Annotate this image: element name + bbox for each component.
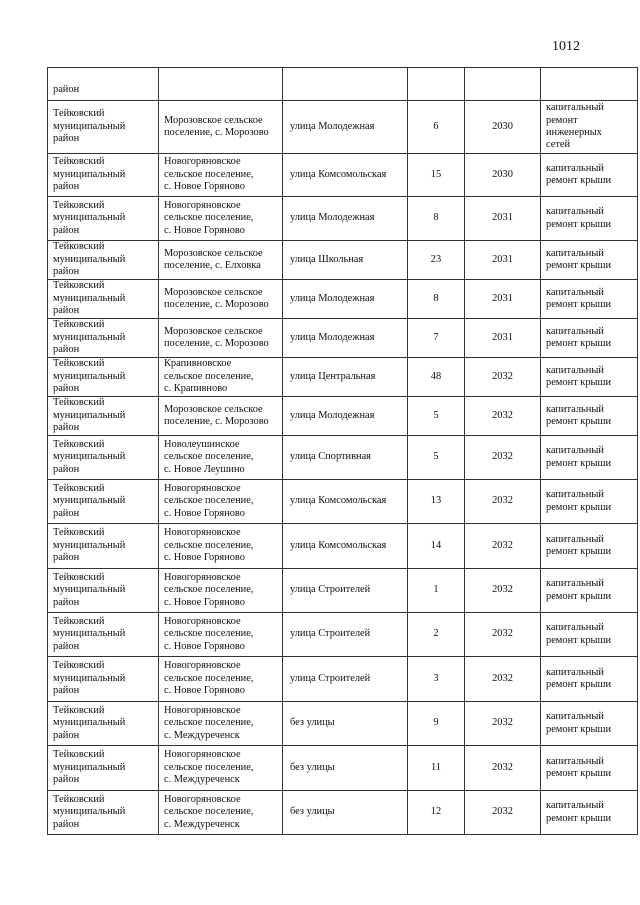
district-text: Тейковский муниципальный район	[53, 358, 126, 395]
work-type-cell	[541, 436, 638, 480]
settlement-text: Новогоряновское сельское поселение, с. Новое Горяново	[164, 199, 254, 236]
house-number-cell	[408, 197, 465, 241]
house-number-text: 9	[433, 717, 439, 729]
house-number-text: 8	[433, 292, 439, 304]
district-cell	[48, 746, 159, 791]
house-number-cell	[408, 319, 465, 358]
work-type-text: капитальный ремонт крыши	[546, 711, 612, 735]
district-cell	[48, 319, 159, 358]
street-text: улица Строителей	[290, 672, 371, 684]
settlement-text: Крапивновское сельское поселение, с. Крапивново	[164, 358, 254, 395]
work-type-cell	[541, 791, 638, 835]
house-number-text: 3	[433, 672, 439, 684]
settlement-cell	[159, 280, 283, 319]
settlement-cell	[159, 657, 283, 702]
district-cell	[48, 241, 159, 280]
year-cell	[465, 241, 541, 280]
district-text: Тейковский муниципальный район	[53, 527, 126, 564]
house-number-cell	[408, 154, 465, 197]
work-type-cell	[541, 101, 638, 154]
year-text: 2032	[492, 539, 513, 551]
house-number-cell	[408, 397, 465, 436]
year-text: 2032	[492, 761, 513, 773]
street-text: улица Молодежная	[290, 120, 375, 132]
table-row	[48, 613, 638, 657]
district-text: Тейковский муниципальный район	[53, 438, 126, 475]
settlement-text: Новогоряновское сельское поселение, с. Междуреченск	[164, 749, 254, 786]
year-text: 2031	[492, 331, 513, 343]
year-cell	[465, 397, 541, 436]
year-text: 2031	[492, 253, 513, 265]
settlement-text: Морозовское сельское поселение, с. Морозово	[164, 286, 269, 310]
street-cell	[283, 358, 408, 397]
house-number-text: 23	[430, 253, 442, 265]
work-type-cell	[541, 480, 638, 524]
page-number: 1012	[552, 39, 580, 54]
housing-repair-table	[47, 67, 638, 835]
table-row	[48, 480, 638, 524]
settlement-cell	[159, 319, 283, 358]
house-number-cell	[408, 569, 465, 613]
table-row	[48, 657, 638, 702]
house-number-text: 13	[430, 495, 442, 507]
street-text: улица Молодежная	[290, 331, 375, 343]
year-cell	[465, 702, 541, 746]
house-number-text: 7	[433, 331, 439, 343]
year-text: 2032	[492, 806, 513, 818]
year-text: 2032	[492, 495, 513, 507]
work-type-text: капитальный ремонт крыши	[546, 325, 612, 349]
house-number-text: 8	[433, 212, 439, 224]
street-cell	[283, 197, 408, 241]
street-cell	[283, 101, 408, 154]
year-text: 2032	[492, 717, 513, 729]
carry-over-row	[48, 68, 638, 101]
year-cell	[465, 480, 541, 524]
district-text: Тейковский муниципальный район	[53, 319, 126, 356]
year-text: 2030	[492, 168, 513, 180]
street-cell	[283, 436, 408, 480]
work-type-text: капитальный ремонт крыши	[546, 622, 612, 646]
house-number-text: 14	[430, 539, 442, 551]
year-cell	[465, 358, 541, 397]
district-text: Тейковский муниципальный район	[53, 571, 126, 608]
district-cell	[48, 657, 159, 702]
carry-over-empty-cell	[283, 68, 408, 101]
street-cell	[283, 613, 408, 657]
table-row	[48, 524, 638, 569]
settlement-text: Новогоряновское сельское поселение, с. Междуреченск	[164, 793, 254, 830]
street-cell	[283, 397, 408, 436]
work-type-cell	[541, 569, 638, 613]
street-text: без улицы	[290, 761, 335, 773]
house-number-text: 11	[430, 761, 441, 773]
settlement-cell	[159, 791, 283, 835]
table-row	[48, 154, 638, 197]
settlement-text: Новогоряновское сельское поселение, с. Новое Горяново	[164, 156, 254, 193]
district-cell	[48, 480, 159, 524]
table-body	[48, 68, 638, 835]
year-cell	[465, 154, 541, 197]
district-text: Тейковский муниципальный район	[53, 241, 126, 278]
district-cell	[48, 524, 159, 569]
district-cell	[48, 197, 159, 241]
year-text: 2032	[492, 584, 513, 596]
work-type-cell	[541, 524, 638, 569]
year-text: 2031	[492, 212, 513, 224]
work-type-text: капитальный ремонт крыши	[546, 489, 612, 513]
house-number-cell	[408, 791, 465, 835]
carry-over-empty-cell	[408, 68, 465, 101]
year-cell	[465, 197, 541, 241]
settlement-cell	[159, 702, 283, 746]
work-type-text: капитальный ремонт крыши	[546, 578, 612, 602]
work-type-cell	[541, 702, 638, 746]
street-text: улица Комсомольская	[290, 168, 387, 180]
table-row	[48, 101, 638, 154]
table-row	[48, 569, 638, 613]
carry-over-empty-cell	[159, 68, 283, 101]
district-cell	[48, 280, 159, 319]
district-cell	[48, 613, 159, 657]
house-number-text: 15	[430, 168, 442, 180]
settlement-text: Морозовское сельское поселение, с. Елховка	[164, 247, 263, 271]
district-text: Тейковский муниципальный район	[53, 704, 126, 741]
year-cell	[465, 101, 541, 154]
year-text: 2031	[492, 292, 513, 304]
street-cell	[283, 280, 408, 319]
work-type-cell	[541, 358, 638, 397]
table-row	[48, 280, 638, 319]
work-type-text: капитальный ремонт крыши	[546, 206, 612, 230]
house-number-text: 1	[433, 584, 439, 596]
street-text: без улицы	[290, 806, 335, 818]
settlement-cell	[159, 358, 283, 397]
settlement-cell	[159, 569, 283, 613]
table-row	[48, 358, 638, 397]
settlement-cell	[159, 241, 283, 280]
street-text: улица Молодежная	[290, 212, 375, 224]
house-number-text: 48	[430, 370, 442, 382]
street-text: улица Молодежная	[290, 409, 375, 421]
house-number-cell	[408, 280, 465, 319]
house-number-text: 6	[433, 120, 439, 132]
carry-over-empty-cell	[541, 68, 638, 101]
settlement-cell	[159, 197, 283, 241]
street-cell	[283, 524, 408, 569]
street-text: улица Молодежная	[290, 292, 375, 304]
carry-over-empty-cell	[465, 68, 541, 101]
street-cell	[283, 657, 408, 702]
work-type-text: капитальный ремонт крыши	[546, 286, 612, 310]
street-cell	[283, 569, 408, 613]
carry-over-district-text: район	[53, 83, 80, 95]
settlement-text: Морозовское сельское поселение, с. Морозово	[164, 114, 269, 138]
street-cell	[283, 702, 408, 746]
work-type-cell	[541, 280, 638, 319]
district-text: Тейковский муниципальный район	[53, 156, 126, 193]
street-cell	[283, 480, 408, 524]
work-type-cell	[541, 657, 638, 702]
settlement-text: Новогоряновское сельское поселение, с. Новое Горяново	[164, 571, 254, 608]
house-number-text: 2	[433, 628, 439, 640]
house-number-cell	[408, 358, 465, 397]
district-cell	[48, 702, 159, 746]
house-number-cell	[408, 436, 465, 480]
work-type-text: капитальный ремонт крыши	[546, 247, 612, 271]
work-type-text: капитальный ремонт крыши	[546, 755, 612, 779]
district-cell	[48, 436, 159, 480]
table-row	[48, 436, 638, 480]
work-type-text: капитальный ремонт крыши	[546, 800, 612, 824]
district-cell	[48, 358, 159, 397]
work-type-cell	[541, 319, 638, 358]
year-cell	[465, 436, 541, 480]
street-cell	[283, 791, 408, 835]
settlement-cell	[159, 480, 283, 524]
year-cell	[465, 746, 541, 791]
settlement-cell	[159, 746, 283, 791]
work-type-cell	[541, 746, 638, 791]
year-text: 2030	[492, 120, 513, 132]
district-text: Тейковский муниципальный район	[53, 482, 126, 519]
year-cell	[465, 280, 541, 319]
work-type-cell	[541, 154, 638, 197]
house-number-cell	[408, 241, 465, 280]
settlement-cell	[159, 613, 283, 657]
year-cell	[465, 319, 541, 358]
year-text: 2032	[492, 409, 513, 421]
work-type-cell	[541, 397, 638, 436]
table-row	[48, 397, 638, 436]
table-row	[48, 746, 638, 791]
table-row	[48, 197, 638, 241]
table-row	[48, 241, 638, 280]
carry-over-district-cell	[48, 68, 159, 101]
street-text: без улицы	[290, 717, 335, 729]
year-cell	[465, 524, 541, 569]
settlement-cell	[159, 436, 283, 480]
year-cell	[465, 613, 541, 657]
district-text: Тейковский муниципальный район	[53, 615, 126, 652]
district-text: Тейковский муниципальный район	[53, 397, 126, 434]
street-cell	[283, 154, 408, 197]
district-cell	[48, 154, 159, 197]
year-text: 2032	[492, 451, 513, 463]
settlement-text: Новолеушинское сельское поселение, с. Новое Леушино	[164, 438, 254, 475]
work-type-text: капитальный ремонт крыши	[546, 445, 612, 469]
house-number-cell	[408, 746, 465, 791]
work-type-cell	[541, 241, 638, 280]
settlement-text: Новогоряновское сельское поселение, с. Новое Горяново	[164, 482, 254, 519]
district-text: Тейковский муниципальный район	[53, 660, 126, 697]
settlement-text: Новогоряновское сельское поселение, с. Новое Горяново	[164, 660, 254, 697]
house-number-cell	[408, 702, 465, 746]
house-number-cell	[408, 480, 465, 524]
district-text: Тейковский муниципальный район	[53, 199, 126, 236]
year-text: 2032	[492, 370, 513, 382]
table-row	[48, 702, 638, 746]
house-number-cell	[408, 657, 465, 702]
district-cell	[48, 569, 159, 613]
year-text: 2032	[492, 628, 513, 640]
district-text: Тейковский муниципальный район	[53, 108, 126, 145]
house-number-cell	[408, 101, 465, 154]
district-cell	[48, 791, 159, 835]
street-cell	[283, 746, 408, 791]
work-type-cell	[541, 197, 638, 241]
year-cell	[465, 569, 541, 613]
settlement-cell	[159, 101, 283, 154]
settlement-cell	[159, 524, 283, 569]
house-number-text: 5	[433, 409, 439, 421]
settlement-text: Новогоряновское сельское поселение, с. Новое Горяново	[164, 615, 254, 652]
settlement-text: Морозовское сельское поселение, с. Морозово	[164, 403, 269, 427]
year-cell	[465, 791, 541, 835]
street-text: улица Строителей	[290, 628, 371, 640]
work-type-cell	[541, 613, 638, 657]
street-text: улица Центральная	[290, 370, 376, 382]
street-text: улица Школьная	[290, 253, 364, 265]
table-row	[48, 791, 638, 835]
settlement-text: Новогоряновское сельское поселение, с. Новое Горяново	[164, 527, 254, 564]
work-type-text: капитальный ремонт крыши	[546, 403, 612, 427]
year-text: 2032	[492, 672, 513, 684]
house-number-text: 12	[430, 806, 442, 818]
house-number-cell	[408, 613, 465, 657]
work-type-text: капитальный ремонт инженерных сетей	[546, 102, 604, 151]
street-text: улица Комсомольская	[290, 495, 387, 507]
street-cell	[283, 241, 408, 280]
street-text: улица Строителей	[290, 584, 371, 596]
street-cell	[283, 319, 408, 358]
street-text: улица Комсомольская	[290, 539, 387, 551]
work-type-text: капитальный ремонт крыши	[546, 533, 612, 557]
district-cell	[48, 397, 159, 436]
work-type-text: капитальный ремонт крыши	[546, 666, 612, 690]
district-cell	[48, 101, 159, 154]
settlement-text: Морозовское сельское поселение, с. Морозово	[164, 325, 269, 349]
house-number-cell	[408, 524, 465, 569]
work-type-text: капитальный ремонт крыши	[546, 162, 612, 186]
table-row	[48, 319, 638, 358]
year-cell	[465, 657, 541, 702]
settlement-cell	[159, 397, 283, 436]
settlement-cell	[159, 154, 283, 197]
settlement-text: Новогоряновское сельское поселение, с. Междуреченск	[164, 704, 254, 741]
district-text: Тейковский муниципальный район	[53, 749, 126, 786]
work-type-text: капитальный ремонт крыши	[546, 364, 612, 388]
street-text: улица Спортивная	[290, 451, 371, 463]
district-text: Тейковский муниципальный район	[53, 280, 126, 317]
district-text: Тейковский муниципальный район	[53, 793, 126, 830]
house-number-text: 5	[433, 451, 439, 463]
